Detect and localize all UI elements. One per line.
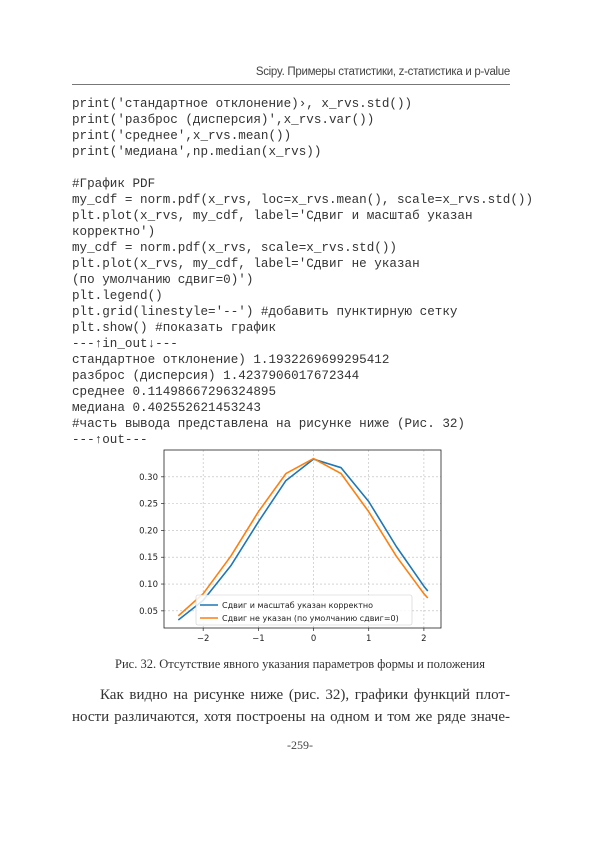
code-line: медиана 0.402552621453243 <box>72 401 261 415</box>
code-line: #График PDF <box>72 177 156 191</box>
legend-label-1: Сдвиг и масштаб указан корректно <box>222 601 374 610</box>
paragraph-line-1: Как видно на рисунке ниже (рис. 32), графики функций плот- <box>100 687 510 703</box>
x-tick-label: −1 <box>252 634 265 644</box>
code-line: корректно') <box>72 225 156 239</box>
code-line: print('стандартное отклонение)›, x_rvs.std()) <box>72 97 413 111</box>
code-line: ---↑in_out↓--- <box>72 337 178 351</box>
code-line: plt.show() #показать график <box>72 321 277 335</box>
running-header: Scipy. Примеры статистики, z-статистика и p-value <box>255 66 510 78</box>
code-line: my_cdf = norm.pdf(x_rvs, scale=x_rvs.std()) <box>72 241 397 255</box>
figure-caption <box>0 657 600 672</box>
legend-label-2: Сдвиг не указан (по умолчанию сдвиг=0) <box>222 614 399 623</box>
code-line: ---↑out--- <box>72 433 148 447</box>
paragraph-line-2: ности различаются, хотя построены на одном и том же ряде значе- <box>72 709 510 725</box>
code-line: plt.plot(x_rvs, my_cdf, label='Сдвиг не указан <box>72 257 420 271</box>
x-tick-label: 1 <box>366 634 372 644</box>
x-tick-label: 0 <box>310 634 317 644</box>
code-line: #часть вывода представлена на рисунке ниже (Рис. 32) <box>72 417 465 431</box>
caption-label: Рис. 32. <box>115 657 157 671</box>
legend <box>196 595 412 625</box>
y-tick-label: 0.30 <box>139 472 158 483</box>
caption-text: Отсутствие явного указания параметров формы и положения <box>159 657 485 671</box>
y-tick-label: 0.10 <box>139 580 158 591</box>
code-line: print('медиана',np.median(x_rvs)) <box>72 145 322 159</box>
y-tick-label: 0.15 <box>139 553 158 564</box>
y-tick-label: 0.05 <box>139 606 158 617</box>
x-tick-label: −2 <box>196 634 210 644</box>
code-line: (по умолчанию сдвиг=0)') <box>72 273 254 287</box>
y-tick-label: 0.20 <box>139 526 158 537</box>
code-line: plt.grid(linestyle='--') #добавить пунктирную сетку <box>72 305 458 319</box>
code-line: print('среднее',x_rvs.mean()) <box>72 129 292 143</box>
code-line: разброс (дисперсия) 1.4237906017672344 <box>72 369 360 383</box>
code-line: plt.legend() <box>72 289 163 303</box>
y-tick-label: 0.25 <box>139 499 158 510</box>
code-line: plt.plot(x_rvs, my_cdf, label='Сдвиг и масштаб указан <box>72 209 473 223</box>
page-number: -259- <box>287 738 313 752</box>
code-line: my_cdf = norm.pdf(x_rvs, loc=x_rvs.mean(), scale=x_rvs.std()) <box>72 193 534 207</box>
code-line: print('разброс (дисперсия)',x_rvs.var()) <box>72 113 375 127</box>
x-tick-label: 2 <box>421 634 427 644</box>
body-paragraph <box>72 684 510 728</box>
code-line: среднее 0.11498667296324895 <box>72 385 277 399</box>
code-line: стандартное отклонение) 1.1932269699295412 <box>72 353 390 367</box>
